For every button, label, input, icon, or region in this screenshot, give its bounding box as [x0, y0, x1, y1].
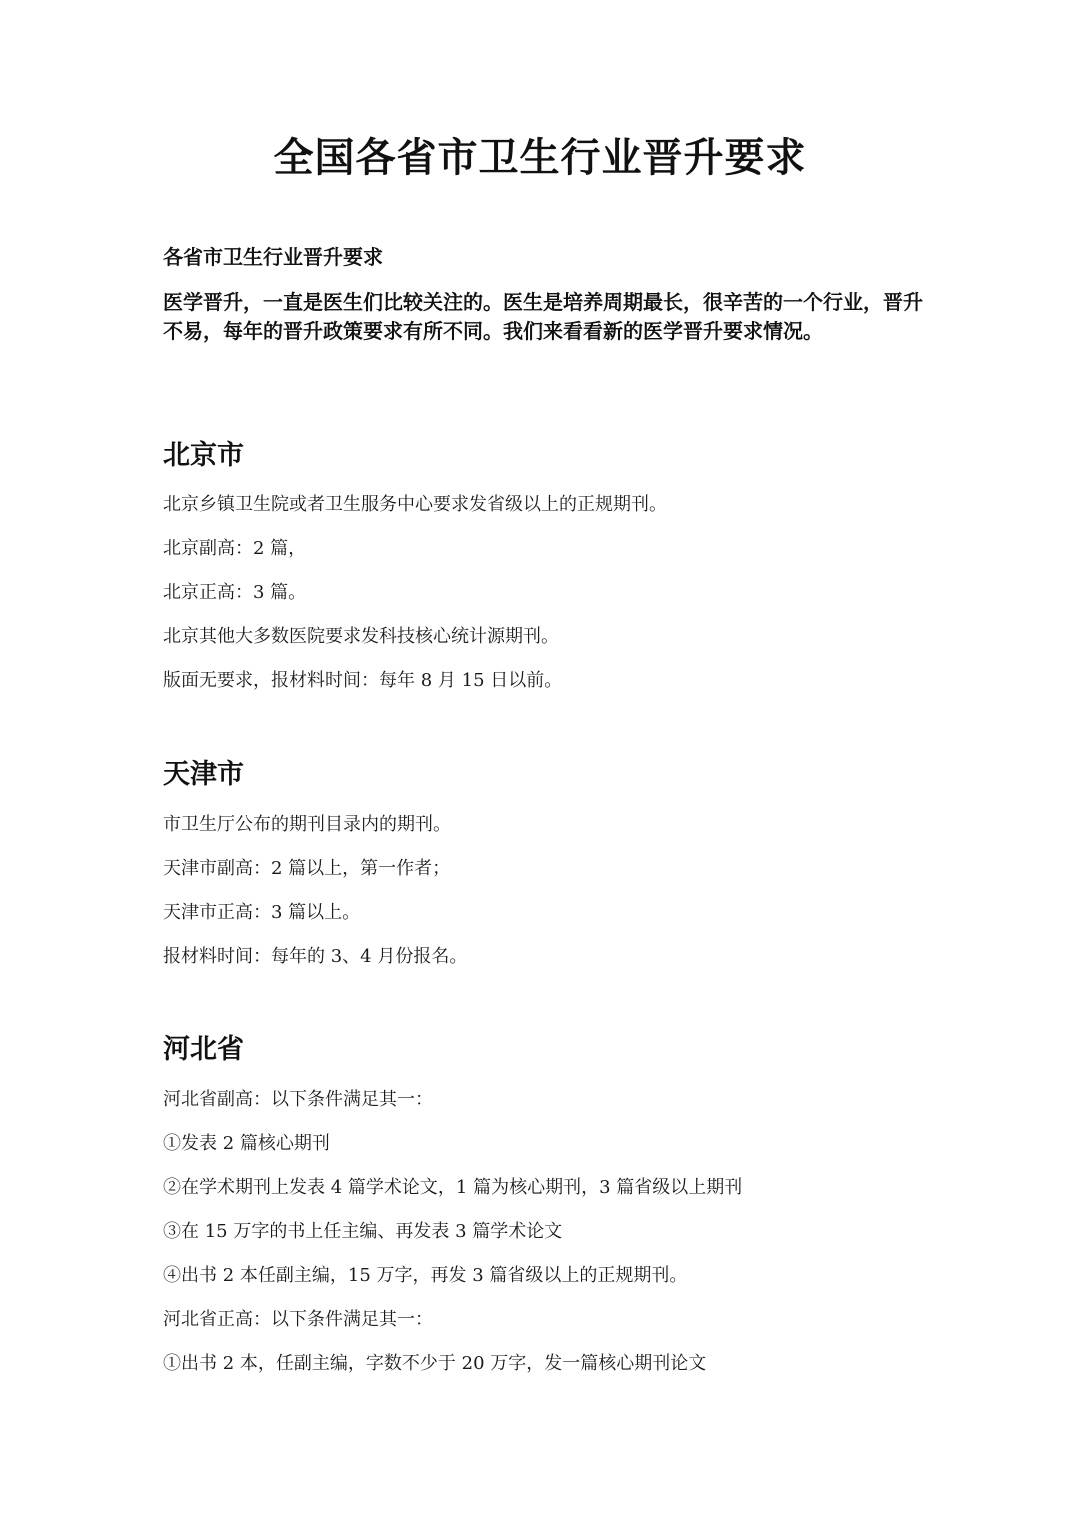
section-heading-tianjin: 天津市	[163, 759, 244, 790]
beijing-line: 版面无要求，报材料时间：每年 8 月 15 日以前。	[163, 670, 563, 691]
beijing-line: 北京副高：2 篇，	[163, 538, 307, 559]
tianjin-line: 市卫生厅公布的期刊目录内的期刊。	[163, 814, 451, 835]
document-title: 全国各省市卫生行业晋升要求	[273, 135, 807, 181]
hebei-line: ②在学术期刊上发表 4 篇学术论文，1 篇为核心期刊，3 篇省级以上期刊	[163, 1177, 743, 1198]
tianjin-line: 天津市正高：3 篇以上。	[163, 902, 361, 923]
beijing-line: 北京其他大多数医院要求发科技核心统计源期刊。	[163, 626, 559, 647]
hebei-line: ④出书 2 本任副主编，15 万字，再发 3 篇省级以上的正规期刊。	[163, 1265, 688, 1286]
beijing-line: 北京乡镇卫生院或者卫生服务中心要求发省级以上的正规期刊。	[163, 494, 667, 515]
intro-paragraph: 医学晋升，一直是医生们比较关注的。医生是培养周期最长，很辛苦的一个行业，晋升不易，每年的晋升政策要求有所不同。我们来看看新的医学晋升要求情况。	[163, 290, 923, 343]
tianjin-line: 报材料时间：每年的 3、4 月份报名。	[163, 946, 468, 967]
hebei-line: ③在 15 万字的书上任主编、再发表 3 篇学术论文	[163, 1221, 563, 1242]
hebei-line: ①发表 2 篇核心期刊	[163, 1133, 330, 1154]
section-heading-beijing: 北京市	[163, 440, 244, 471]
section-heading-hebei: 河北省	[163, 1034, 244, 1065]
beijing-line: 北京正高：3 篇。	[163, 582, 307, 603]
document-subtitle: 各省市卫生行业晋升要求	[163, 245, 383, 269]
tianjin-line: 天津市副高：2 篇以上，第一作者；	[163, 858, 451, 879]
hebei-line: 河北省正高：以下条件满足其一：	[163, 1309, 433, 1330]
hebei-line: 河北省副高：以下条件满足其一：	[163, 1089, 433, 1110]
hebei-line: ①出书 2 本，任副主编，字数不少于 20 万字，发一篇核心期刊论文	[163, 1353, 707, 1374]
